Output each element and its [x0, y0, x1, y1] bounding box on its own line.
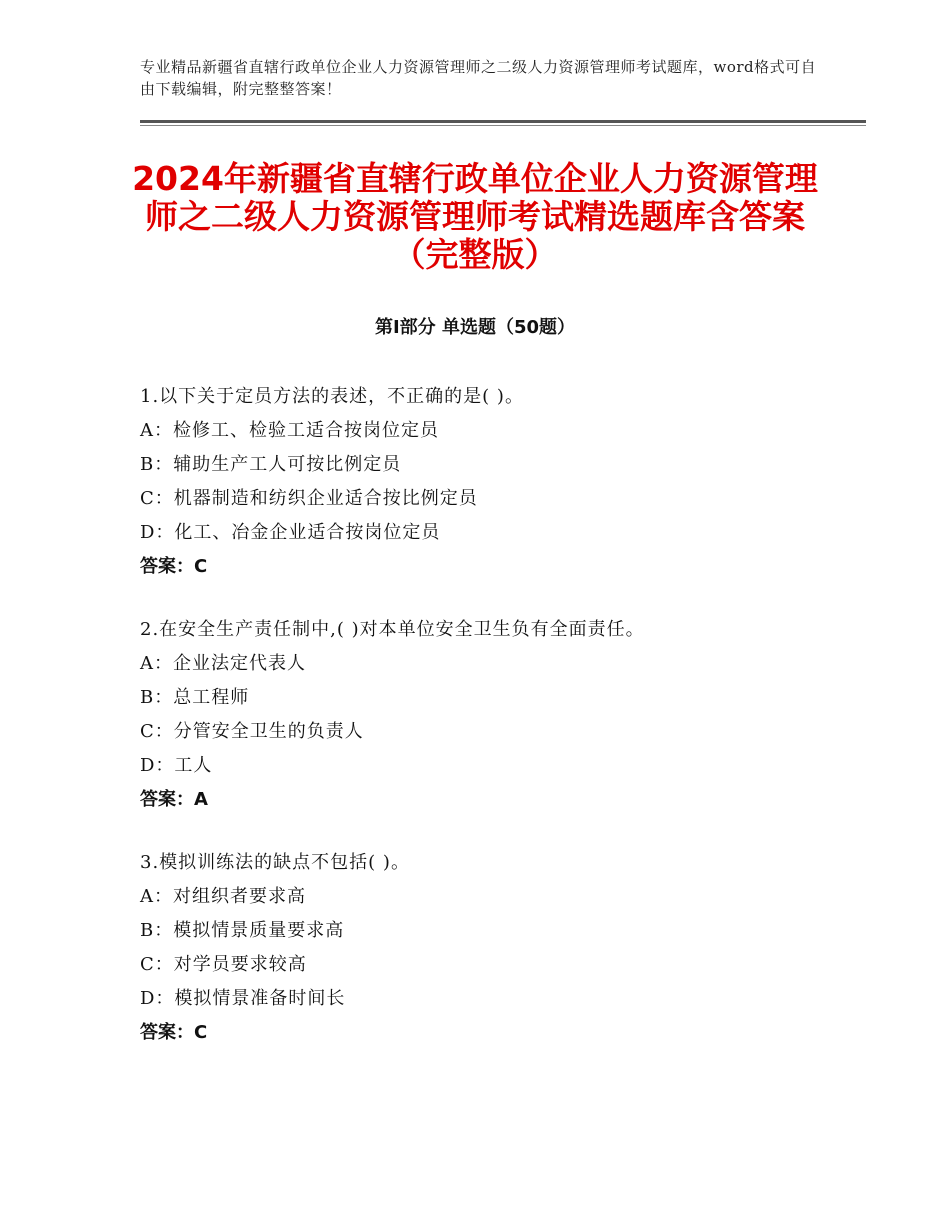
question-2 [140, 613, 840, 817]
section-heading: 第Ⅰ部分 单选题（50题） [374, 317, 575, 338]
option-b: B：总工程师 [140, 687, 250, 708]
answer: 答案：A [140, 789, 208, 810]
option-d: D：工人 [140, 755, 213, 776]
option-c: C：对学员要求较高 [140, 954, 307, 975]
header-note: 专业精品新疆省直辖行政单位企业人力资源管理师之二级人力资源管理师考试题库，word格式可自由下载编辑，附完整整答案！ [140, 58, 817, 98]
question-stem: 1.以下关于定员方法的表述，不正确的是( )。 [140, 386, 524, 407]
option-b: B：模拟情景质量要求高 [140, 920, 345, 941]
document-title: 2024年新疆省直辖行政单位企业人力资源管理师之二级人力资源管理师考试精选题库含答案（完整版） [132, 159, 818, 274]
option-d: D：化工、冶金企业适合按岗位定员 [140, 522, 441, 543]
header-divider-thin [140, 125, 866, 126]
option-a: A：企业法定代表人 [140, 653, 306, 674]
question-stem: 2.在安全生产责任制中,( )对本单位安全卫生负有全面责任。 [140, 619, 645, 640]
option-b: B：辅助生产工人可按比例定员 [140, 454, 402, 475]
option-a: A：对组织者要求高 [140, 886, 306, 907]
question-list [140, 380, 840, 1079]
option-a: A：检修工、检验工适合按岗位定员 [140, 420, 439, 441]
option-c: C：机器制造和纺织企业适合按比例定员 [140, 488, 478, 509]
question-1 [140, 380, 840, 584]
answer: 答案：C [140, 556, 208, 577]
option-c: C：分管安全卫生的负责人 [140, 721, 364, 742]
question-stem: 3.模拟训练法的缺点不包括( )。 [140, 852, 410, 873]
option-d: D：模拟情景准备时间长 [140, 988, 346, 1009]
question-3 [140, 846, 840, 1050]
answer: 答案：C [140, 1022, 208, 1043]
header-divider-thick [140, 120, 866, 123]
